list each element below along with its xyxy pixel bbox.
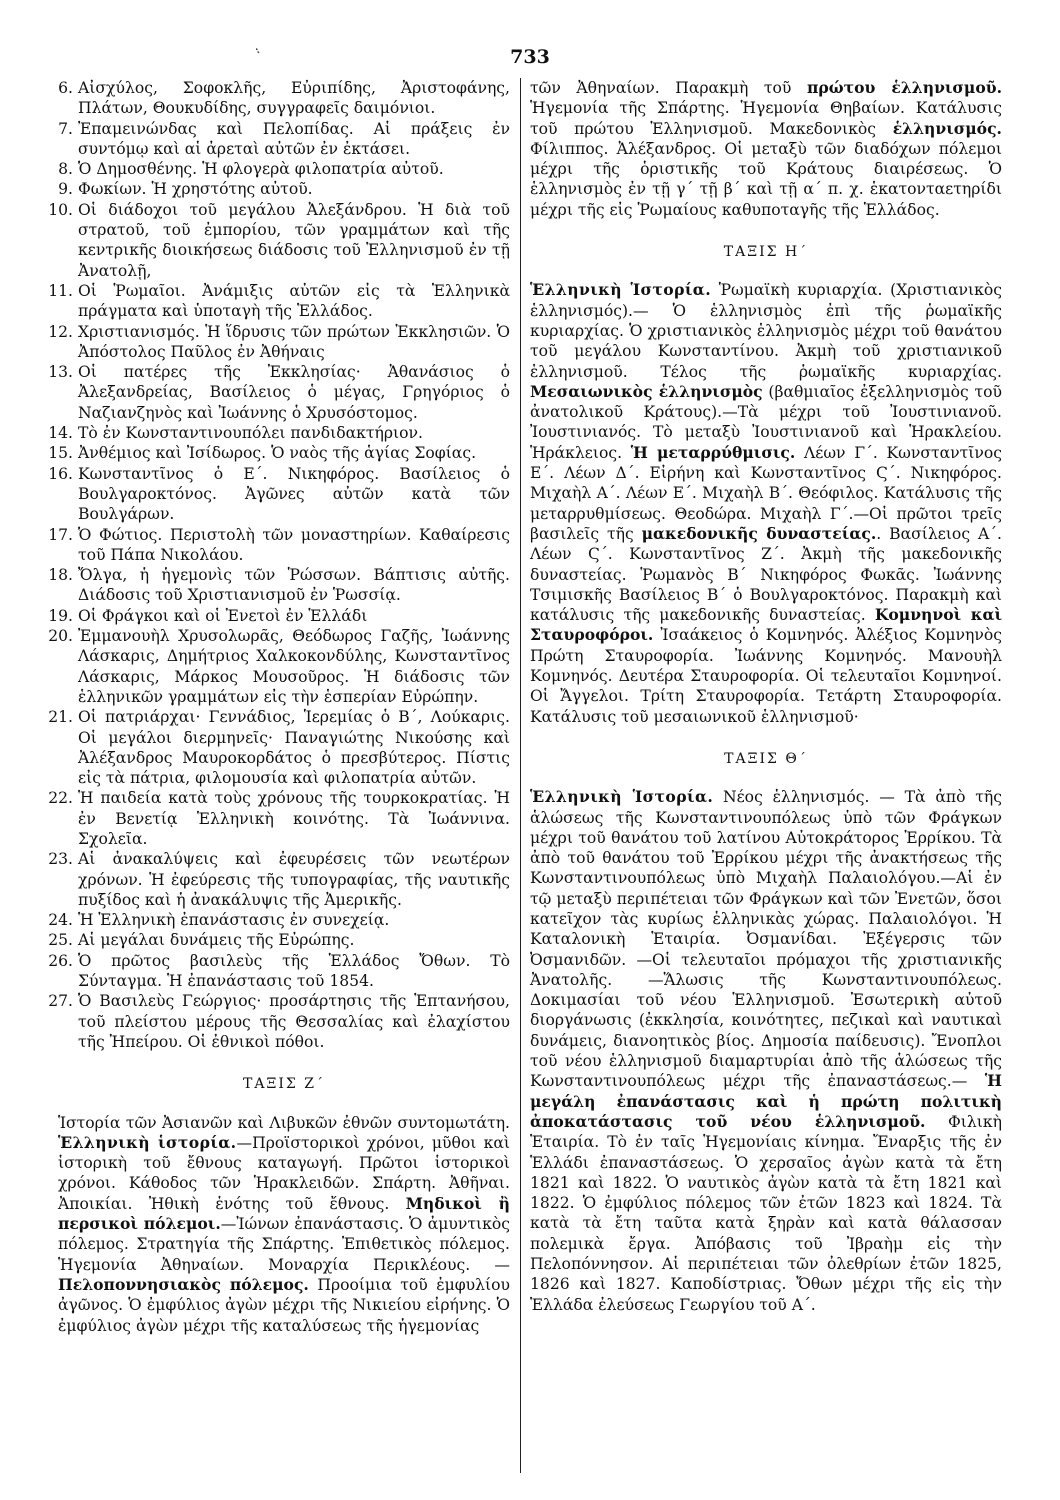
list-item bbox=[48, 362, 510, 423]
item-number: 13. bbox=[48, 363, 73, 382]
z-text-b: Ἑλληνικὴ ἱστορία. bbox=[58, 1132, 237, 1152]
h-text-i: . Βασίλειος Α΄. Λέων Ϛ΄. Κωνσταντῖνος Ζ΄. Ἀκμὴ τῆς μακεδονικῆς δυναστείας. Ῥωμανὸς Β΄ Νικηφόρος Φωκᾶς. Ἰωάννης Τσιμισκῆς Βασίλειος Β΄ ὁ Βουλγαροκτόνος. Παρακμὴ καὶ κατάλυσις τῆς μακεδονικῆς δυναστείας. bbox=[530, 524, 1002, 625]
right-top-text bbox=[530, 78, 1002, 220]
item-number: 22. bbox=[48, 789, 73, 808]
item-text: Ἡ Ἑλληνικὴ ἐπανάστασις ἐν συνεχείᾳ. bbox=[78, 911, 390, 930]
section-z-text bbox=[58, 1113, 510, 1336]
list-item bbox=[48, 464, 510, 525]
list-item bbox=[48, 910, 510, 930]
r-top-e: Φίλιππος. Ἀλέξανδρος. Οἱ μεταξὺ τῶν διαδόχων πόλεμοι μέχρι τῆς ὁριστικῆς τοῦ Κράτους διαιρέσεως. Ὁ ἑλληνισμὸς ἐν τῇ γ΄ τῇ β΄ καὶ τῇ α΄ π. χ. ἑκατονταετηρίδι μέχρι τῆς εἰς Ῥωμαίους καθυποταγῆς τῆς Ἑλλάδος. bbox=[530, 139, 1002, 219]
list-item bbox=[48, 281, 510, 322]
column-divider bbox=[520, 78, 521, 1473]
item-text: Οἱ πατέρες τῆς Ἐκκλησίας· Ἀθανάσιος ὁ Ἀλεξανδρείας, Βασίλειος ὁ μέγας, Γρηγόριος ὁ Ναζιανζηνὸς καὶ Ἰωάννης ὁ Χρυσόστομος. bbox=[78, 363, 510, 422]
z-text-g: Πελοποννησιακὸς πόλεμος. bbox=[58, 1274, 309, 1294]
item-text: Ὁ Δημοσθένης. Ἡ φλογερὰ φιλοπατρία αὐτοῦ. bbox=[78, 160, 444, 179]
h-text-f: Ἡ μεταρρύθμισις. bbox=[630, 442, 796, 462]
item-number: 27. bbox=[48, 992, 73, 1011]
section-h-text bbox=[530, 280, 1002, 727]
item-number: 26. bbox=[48, 951, 73, 970]
r-top-c: Ἡγεμονία τῆς Σπάρτης. Ἡγεμονία Θηβαίων. Κατάλυσις τοῦ πρώτου Ἑλληνισμοῦ. Μακεδονικὸς bbox=[530, 99, 1002, 138]
item-number: 16. bbox=[48, 464, 73, 483]
item-number: 7. bbox=[58, 119, 73, 138]
item-number: 10. bbox=[48, 200, 73, 219]
h-text-b: Ῥωμαϊκὴ κυριαρχία. bbox=[718, 281, 883, 300]
section-heading-h: ΤΑΞΙΣ Η΄ bbox=[723, 244, 809, 261]
h-text-c: (Χριστιανικὸς ἑλληνισμός).— Ὁ ἑλληνισμὸς ἐπὶ τῆς ῥωμαϊκῆς κυριαρχίας. Ὁ χριστιανικὸς ἑλληνισμὸς μέχρι τοῦ θανάτου τοῦ μεγάλου Κωνσταντίνου. Ἀκμὴ τοῦ χριστιανικοῦ ἑλληνισμοῦ. Τέλος τῆς ῥωμαϊκῆς κυριαρχίας. bbox=[530, 281, 1002, 381]
list-item bbox=[48, 565, 510, 606]
item-number: 17. bbox=[48, 525, 73, 544]
h-text-g: Λέων Γ΄. Κωνσταντῖνος Ε΄. Λέων Δ΄. Εἰρήνη καὶ Κωνσταντῖνος Ϛ΄. Νικηφόρος. Μιχαὴλ Α΄. Λέων Ε΄. Μιχαὴλ Β΄. Θεόφιλος. Κατάλυσις τῆς μεταρρυθμίσεως. Θεοδώρα. Μιχαὴλ Γ΄.—Οἱ πρῶτοι τρεῖς βασιλεῖς τῆς bbox=[530, 443, 1002, 543]
item-number: 25. bbox=[48, 931, 73, 950]
right-column bbox=[530, 78, 1002, 1315]
r-top-d: ἑλληνισμός. bbox=[892, 118, 1002, 138]
item-number: 6. bbox=[58, 79, 73, 97]
item-text: Ὁ Βασιλεὺς Γεώργιος· προσάρτησις τῆς Ἑπτανήσου, τοῦ πλείστου μέρους τῆς Θεσσαλίας καὶ ἐλαχίστου τῆς Ἠπείρου. Οἱ ἐθνικοὶ πόθοι. bbox=[78, 992, 510, 1051]
list-item bbox=[48, 525, 510, 566]
item-text: Αἰσχύλος, Σοφοκλῆς, Εὐριπίδης, Ἀριστοφάνης, Πλάτων, Θουκυδίδης, συγγραφεῖς δαιμόνιοι. bbox=[78, 79, 510, 118]
item-number: 18. bbox=[48, 566, 73, 585]
item-text: Ὁ πρῶτος βασιλεὺς τῆς Ἑλλάδος Ὄθων. Τὸ Σύνταγμα. Ἡ ἐπανάστασις τοῦ 1854. bbox=[78, 951, 510, 991]
item-text: Ἐπαμεινώνδας καὶ Πελοπίδας. Αἱ πράξεις ἐν συντόμῳ καὶ αἱ ἀρεταὶ αὐτῶν ἐν ἐκτάσει. bbox=[78, 119, 510, 158]
list-item bbox=[48, 930, 510, 950]
list-item bbox=[48, 322, 510, 363]
z-text-d: Κάθοδος τῶν Ἡρακλειδῶν. Σπάρτη. Ἀθῆναι. Ἀποικίαι. Ἠθικὴ ἑνότης τοῦ ἔθνους. bbox=[58, 1174, 510, 1213]
list-item bbox=[48, 991, 510, 1052]
h-text-k: Ἰσαάκειος ὁ Κομνηνός. Ἀλέξιος Κομνηνὸς Πρώτη Σταυροφορία. Ἰωάννης Κομνηνός. Μανουὴλ Κομνηνός. Δευτέρα Σταυροφορία. Οἱ τελευταῖοι Κομνηνοί. Οἱ Ἄγγελοι. Τρίτη Σταυροφορία. Τετάρτη Σταυροφορία. Κατάλυσις τοῦ μεσαιωνικοῦ ἑλληνισμοῦ· bbox=[530, 626, 1002, 726]
list-item bbox=[58, 119, 510, 160]
corner-mark: .ͅ bbox=[255, 38, 259, 54]
z-text-e: Μηδικοὶ ἢ περσικοὶ πόλεμοι. bbox=[58, 1193, 510, 1234]
item-number: 24. bbox=[48, 911, 73, 930]
list-item bbox=[48, 707, 510, 788]
r-top-a: τῶν Ἀθηναίων. Παρακμὴ τοῦ bbox=[530, 79, 792, 97]
item-number: 21. bbox=[48, 708, 73, 727]
item-text: Χριστιανισμός. Ἡ ἵδρυσις τῶν πρώτων Ἐκκλησιῶν. Ὁ Ἀπόστολος Παῦλος ἐν Ἀθήναις bbox=[78, 322, 510, 361]
item-text: Ὄλγα, ἡ ἡγεμονὶς τῶν Ῥώσσων. Βάπτισις αὐτῆς. Διάδοσις τοῦ Χριστιανισμοῦ ἐν Ῥωσσίᾳ. bbox=[78, 566, 510, 605]
item-text: Ὁ Φώτιος. Περιστολὴ τῶν μοναστηρίων. Καθαίρεσις τοῦ Πάπα Νικολάου. bbox=[78, 525, 510, 564]
z-text-h: Προοίμια τοῦ ἐμφυλίου ἀγῶνος. Ὁ ἐμφύλιος ἀγὼν μέχρι τῆς Νικιείου εἰρήνης. Ὁ ἐμφύλιος ἀγὼν μέχρι τῆς καταλύσεως τῆς ἡγεμονίας bbox=[58, 1275, 510, 1335]
h-text-e: (βαθμιαῖος ἐξελληνισμὸς τοῦ ἀνατολικοῦ Κράτους).—Τὰ μέχρι τοῦ Ἰουστινιανοῦ. Ἰουστινιανός. Τὸ μεταξὺ Ἰουστινιανοῦ καὶ Ἡρακλείου. Ἡράκλειος. bbox=[530, 382, 1002, 462]
th-text-c: — Τὰ ἀπὸ τῆς ἁλώσεως τῆς Κωνσταντινουπόλεως ὑπὸ τῶν Φράγκων μέχρι τοῦ θανάτου τοῦ λατίνου Αὐτοκράτορος Ἐρρίκου. Τὰ ἀπὸ τοῦ θανάτου τοῦ Ἐρρίκου μέχρι τῆς ἀνακτήσεως τῆς Κωνσταντινουπόλεως ὑπὸ Μιχαὴλ Παλαιολόγου.—Αἱ ἐν τῷ μεταξὺ περιπέτειαι τῶν Φράγκων καὶ τῶν Ἐνετῶν, ὅσοι κατεῖχον τὰς κυρίως ἑλληνικὰς χώρας. Παλαιολόγοι. Ἡ Καταλονικὴ Ἑταιρία. Ὀσμανίδαι. Ἐξέγερσις τῶν Ὀσμανιδῶν. —Οἱ τελευταῖοι πρόμαχοι τῆς χριστιανικῆς Ἀνατολῆς. —Ἅλωσις τῆς Κωνσταντινουπόλεως. Δοκιμασίαι τοῦ νέου Ἑλληνισμοῦ. Ἐσωτερικὴ αὐτοῦ διοργάνωσις (ἐκκλησία, κοινότητες, πεζικαὶ καὶ ναυτικαὶ δυνάμεις, διανοητικὸς βίος. Δημοσία παίδευσις). Ἔνοπλοι τοῦ νέου ἑλληνισμοῦ διαμαρτυρίαι ἀπὸ τῆς ἁλώσεως τῆς Κωνσταντινουπόλεως μέχρι τῆς ἐπαναστάσεως.— bbox=[530, 788, 1002, 1091]
item-text: Ἐμμανουὴλ Χρυσολωρᾶς, Θεόδωρος Γαζῆς, Ἰωάννης Λάσκαρις, Δημήτριος Χαλκοκονδύλης, Κωνσταντῖνος Λάσκαρις, Μάρκος Μουσοῦρος. Ἡ διάδοσις τῶν ἑλληνικῶν γραμμάτων εἰς τὴν ἑσπερίαν Εὐρώπην. bbox=[78, 627, 510, 706]
z-text-a: Ἱστορία τῶν Ἀσιανῶν καὶ Λιβυκῶν ἐθνῶν συντομωτάτη. bbox=[58, 1113, 510, 1132]
list-item bbox=[58, 179, 510, 199]
item-text: Οἱ Φράγκοι καὶ οἱ Ἐνετοὶ ἐν Ἑλλάδι bbox=[78, 606, 368, 625]
list-item bbox=[58, 78, 510, 119]
item-text: Αἱ ἀνακαλύψεις καὶ ἐφευρέσεις τῶν νεωτέρων χρόνων. Ἡ ἐφεύρεσις τῆς τυπογραφίας, τῆς ναυτικῆς πυξίδος καὶ ἡ ἀνακάλυψις τῆς Ἀμερικῆς. bbox=[78, 850, 510, 909]
item-text: Κωνσταντῖνος ὁ Ε΄. Νικηφόρος. Βασίλειος ὁ Βουλγαροκτόνος. Ἀγῶνες αὐτῶν κατὰ τῶν Βουλγάρων. bbox=[78, 464, 510, 524]
item-number: 9. bbox=[58, 180, 73, 199]
item-text: Φωκίων. Ἡ χρηστότης αὐτοῦ. bbox=[78, 180, 313, 199]
item-text: Αἱ μεγάλαι δυνάμεις τῆς Εὐρώπης. bbox=[78, 931, 355, 950]
list-item bbox=[48, 951, 510, 992]
list-item bbox=[48, 788, 510, 849]
item-number: 20. bbox=[48, 627, 73, 646]
z-text-c: —Προϊστορικοὶ χρόνοι, μῦθοι καὶ ἱστορικὴ τοῦ ἔθνους καταγωγή. Πρῶτοι ἱστορικοὶ χρόνοι. bbox=[58, 1133, 510, 1193]
h-text-a: Ἑλληνικὴ Ἱστορία. bbox=[530, 280, 712, 300]
list-item bbox=[48, 626, 510, 707]
item-text: Οἱ πατριάρχαι· Γεννάδιος, Ἱερεμίας ὁ Β΄, Λούκαρις. Οἱ μεγάλοι διερμηνεῖς· Παναγιώτης Νικούσης καὶ Ἀλέξανδρος Μαυροκορδάτος ὁ πρεσβύτερος. Πίστις εἰς τὰ πάτρια, φιλομουσία καὶ φιλοπατρία αὐτῶν. bbox=[78, 708, 510, 788]
section-heading-th: ΤΑΞΙΣ Θ΄ bbox=[724, 750, 808, 767]
item-number: 8. bbox=[58, 160, 73, 179]
item-number: 23. bbox=[48, 850, 73, 869]
item-text: Οἱ Ῥωμαῖοι. Ἀνάμιξις αὐτῶν εἰς τὰ Ἑλληνικὰ πράγματα καὶ ὑποταγὴ τῆς Ἑλλάδος. bbox=[78, 281, 510, 321]
h-text-h: μακεδονικῆς δυναστείας. bbox=[641, 523, 877, 543]
th-text-a: Ἑλληνικὴ Ἱστορία. bbox=[530, 787, 714, 807]
item-text: Τὸ ἐν Κωνσταντινουπόλει πανδιδακτήριον. bbox=[78, 424, 423, 443]
item-text: Ἡ παιδεία κατὰ τοὺς χρόνους τῆς τουρκοκρατίας. Ἡ ἐν Βενετίᾳ Ἑλληνικὴ κοινότης. Τὰ Ἰωάννινα. Σχολεῖα. bbox=[78, 789, 510, 848]
item-number: 12. bbox=[48, 322, 73, 341]
z-text-f: —Ἰώνων ἐπανάστασις. Ὁ ἀμυντικὸς πόλεμος. Στρατηγία τῆς Σπάρτης. Ἐπιθετικὸς πόλεμος. Ἡγεμονία Ἀθηναίων. Μοναρχία Περικλέους. — bbox=[58, 1215, 510, 1274]
th-text-e: Φιλικὴ Ἑταιρία. Τὸ ἐν ταῖς Ἡγεμονίαις κίνημα. Ἔναρξις τῆς ἐν Ἑλλάδι ἐπαναστάσεως. Ὁ χερσαῖος ἀγὼν κατὰ τὰ ἔτη 1821 καὶ 1822. Ὁ ναυτικὸς ἀγὼν κατὰ τὰ ἔτη 1821 καὶ 1822. Ὁ ἐμφύλιος πόλεμος τῶν ἐτῶν 1823 καὶ 1824. Τὰ κατὰ τὰ ἔτη ταῦτα κατὰ ξηρὰν καὶ κατὰ θάλασσαν πολεμικὰ ἔργα. Ἀπόβασις τοῦ Ἰβραὴμ εἰς τὴν Πελοπόννησον. Αἱ περιπέτειαι τῶν ὀλεθρίων ἐτῶν 1825, 1826 καὶ 1827. Καποδίστριας. Ὄθων μέχρι τῆς εἰς τὴν Ἑλλάδα ἐλεύσεως Γεωργίου τοῦ Α΄. bbox=[530, 1112, 1002, 1314]
item-number: 14. bbox=[48, 424, 73, 443]
h-text-d: Μεσαιωνικὸς ἑλληνισμὸς bbox=[530, 381, 763, 401]
list-item bbox=[48, 849, 510, 910]
item-text: Οἱ διάδοχοι τοῦ μεγάλου Ἀλεξάνδρου. Ἡ διὰ τοῦ στρατοῦ, τοῦ ἐμπορίου, τῶν γραμμάτων καὶ τῆς κεντρικῆς διοικήσεως διάδοσις τοῦ Ἑλληνισμοῦ ἐν τῇ Ἀνατολῇ, bbox=[78, 200, 510, 280]
section-th-text bbox=[530, 787, 1002, 1315]
list-item bbox=[48, 423, 510, 443]
page-number: 733 bbox=[510, 46, 550, 68]
list-item bbox=[58, 159, 510, 179]
h-text-j: Κομνηνοὶ καὶ Σταυροφόροι. bbox=[530, 605, 1002, 645]
list-item bbox=[48, 443, 510, 463]
list-item bbox=[48, 606, 510, 626]
th-text-b: Νέος ἑλληνισμός. bbox=[722, 788, 870, 807]
th-text-d: Ἡ μεγάλη ἐπανάστασις καὶ ἡ πρώτη πολιτικὴ ἀποκατάστασις τοῦ νέου ἑλληνισμοῦ. bbox=[530, 1071, 1002, 1131]
r-top-b: πρώτου ἑλληνισμοῦ. bbox=[806, 78, 1002, 97]
item-text: Ἀνθέμιος καὶ Ἰσίδωρος. Ὁ ναὸς τῆς ἁγίας Σοφίας. bbox=[78, 444, 477, 463]
item-number: 15. bbox=[48, 444, 73, 463]
numbered-topic-list bbox=[48, 78, 510, 1052]
left-column bbox=[48, 78, 510, 1336]
section-heading-z: ΤΑΞΙΣ Ζ΄ bbox=[243, 1076, 325, 1093]
list-item bbox=[48, 200, 510, 281]
item-number: 19. bbox=[48, 606, 73, 625]
item-number: 11. bbox=[48, 281, 73, 300]
